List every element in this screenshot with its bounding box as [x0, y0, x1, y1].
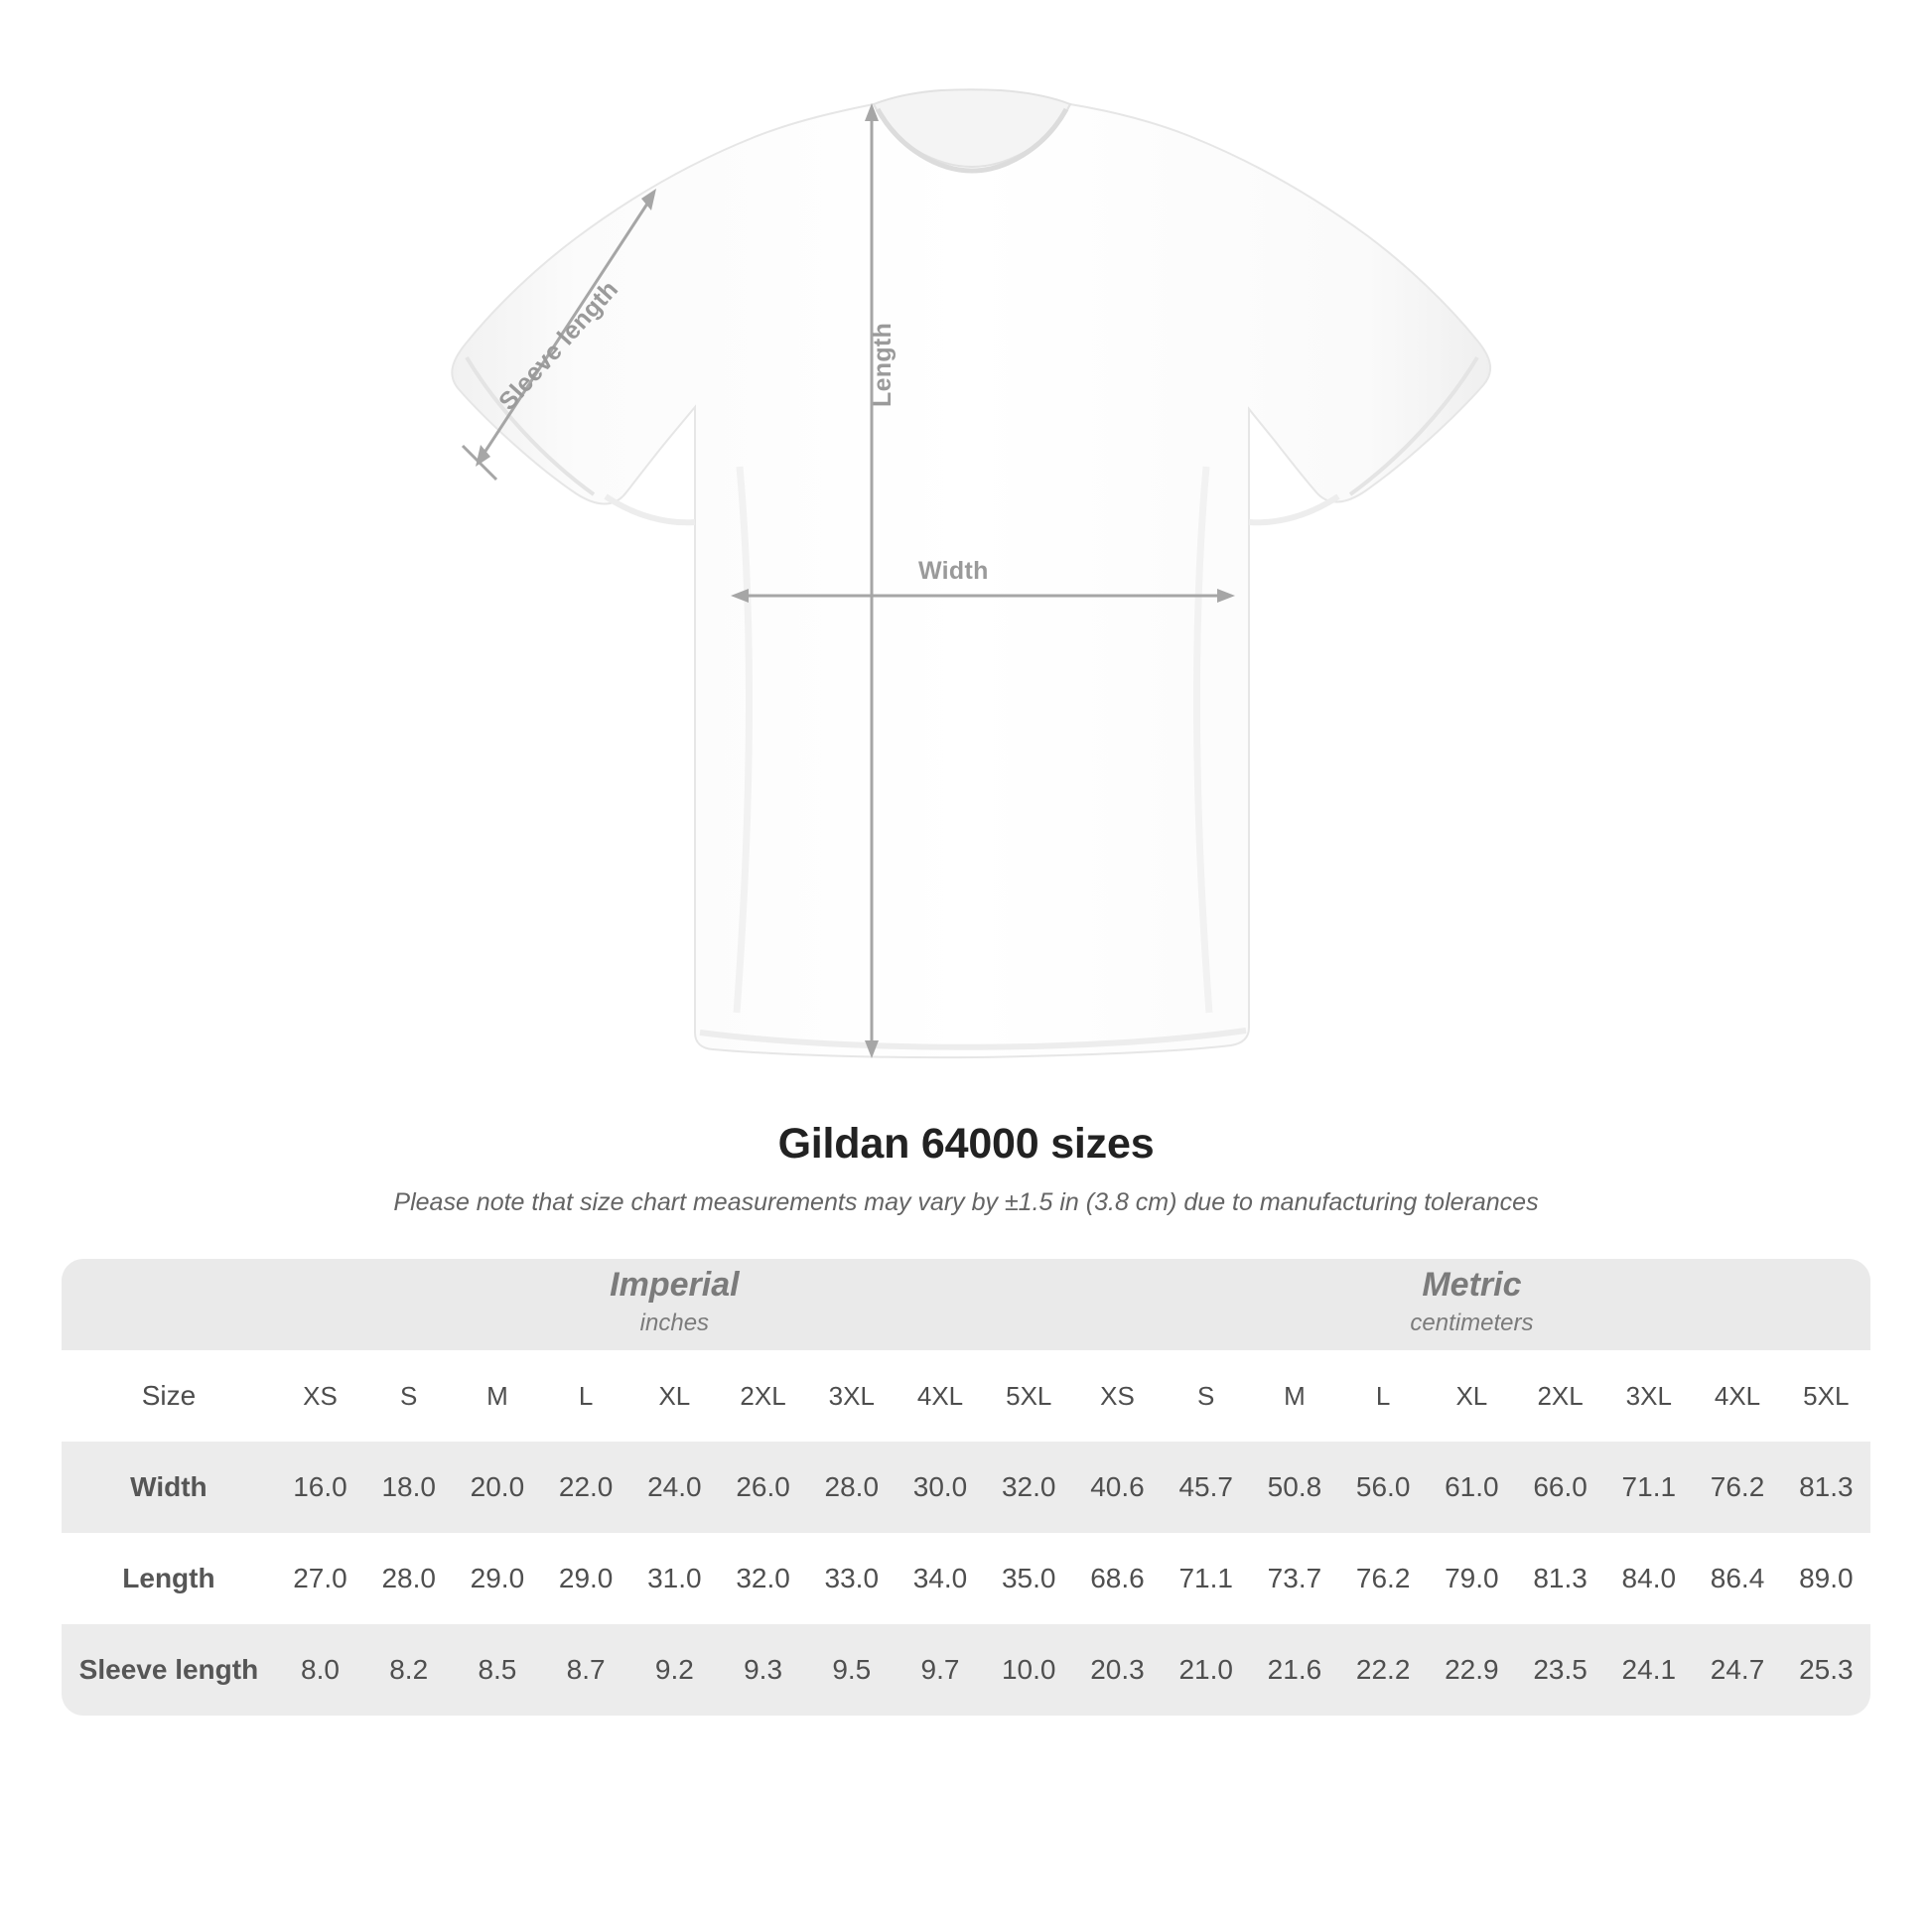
- size-header-cell: 5XL: [1782, 1350, 1870, 1442]
- measurement-system-row: [62, 1259, 1870, 1350]
- page-title: Gildan 64000 sizes: [777, 1120, 1155, 1168]
- cell-value: 71.1: [1178, 1563, 1233, 1593]
- length-dimension-label: Length: [869, 322, 897, 407]
- cell-value: 79.0: [1445, 1563, 1499, 1593]
- cell-value: 16.0: [276, 1442, 364, 1533]
- cell-value: 22.2: [1339, 1624, 1428, 1716]
- system-imperial: [276, 1259, 1073, 1350]
- cell-value: 23.5: [1516, 1624, 1604, 1716]
- row-label-length: Length: [122, 1563, 215, 1593]
- cell-value: 76.2: [1693, 1442, 1781, 1533]
- row-label-width: Width: [62, 1442, 276, 1533]
- size-header-cell: 4XL: [896, 1350, 984, 1442]
- size-header-cell: XS: [1073, 1350, 1162, 1442]
- cell-value: 76.2: [1355, 1563, 1411, 1593]
- cell-value: 56.0: [1339, 1442, 1428, 1533]
- size-header-cell: L: [542, 1350, 630, 1442]
- cell-value: 26.0: [719, 1442, 807, 1533]
- tolerance-note: Please note that size chart measurements may vary by ±1.5 in (3.8 cm) due to manufacturing tolerances: [393, 1188, 1539, 1216]
- size-header-cell: S: [1162, 1350, 1250, 1442]
- cell-value: 21.0: [1162, 1624, 1250, 1716]
- cell-value: 9.5: [807, 1624, 896, 1716]
- cell-value: 31.0: [647, 1563, 702, 1593]
- cell-value: 61.0: [1428, 1442, 1516, 1533]
- cell-value: 29.0: [558, 1563, 614, 1593]
- system-metric-name: Metric: [1422, 1266, 1522, 1305]
- row-label-sleeve-length: Sleeve length: [62, 1624, 276, 1716]
- cell-value: 25.3: [1782, 1624, 1870, 1716]
- size-header-cell: L: [1339, 1350, 1428, 1442]
- cell-value: 84.0: [1621, 1563, 1677, 1593]
- size-header-cell: 3XL: [1604, 1350, 1693, 1442]
- table-row: [62, 1533, 1870, 1624]
- cell-value: 24.1: [1604, 1624, 1693, 1716]
- system-imperial-name: Imperial: [610, 1266, 740, 1305]
- cell-value: 86.4: [1710, 1563, 1765, 1593]
- cell-value: 30.0: [896, 1442, 984, 1533]
- system-metric-unit: centimeters: [1410, 1310, 1534, 1337]
- size-header-cell: XL: [630, 1350, 719, 1442]
- size-header-row: [62, 1350, 1870, 1442]
- cell-value: 73.7: [1267, 1563, 1322, 1593]
- cell-value: 9.7: [896, 1624, 984, 1716]
- cell-value: 68.6: [1090, 1563, 1145, 1593]
- system-imperial-unit: inches: [639, 1310, 710, 1337]
- cell-value: 71.1: [1604, 1442, 1693, 1533]
- table-row: [62, 1624, 1870, 1716]
- cell-value: 22.9: [1428, 1624, 1516, 1716]
- size-header-cell: 5XL: [985, 1350, 1073, 1442]
- size-header-cell: M: [1250, 1350, 1338, 1442]
- cell-value: 9.2: [630, 1624, 719, 1716]
- cell-value: 21.6: [1250, 1624, 1338, 1716]
- cell-value: 10.0: [985, 1624, 1073, 1716]
- size-header-cell: M: [453, 1350, 541, 1442]
- sleeve-length-dimension-label: Sleeve length: [493, 275, 624, 416]
- cell-value: 20.3: [1073, 1624, 1162, 1716]
- cell-value: 66.0: [1516, 1442, 1604, 1533]
- cell-value: 9.3: [719, 1624, 807, 1716]
- cell-value: 8.0: [276, 1624, 364, 1716]
- size-header-cell: 4XL: [1693, 1350, 1781, 1442]
- corner-cell: [62, 1259, 276, 1350]
- cell-value: 27.0: [293, 1563, 347, 1593]
- cell-value: 8.5: [453, 1624, 541, 1716]
- cell-value: 32.0: [985, 1442, 1073, 1533]
- cell-value: 8.2: [364, 1624, 453, 1716]
- table-row: [62, 1442, 1870, 1533]
- cell-value: 24.7: [1693, 1624, 1781, 1716]
- cell-value: 28.0: [807, 1442, 896, 1533]
- cell-value: 29.0: [470, 1563, 525, 1593]
- cell-value: 22.0: [542, 1442, 630, 1533]
- cell-value: 20.0: [453, 1442, 541, 1533]
- cell-value: 8.7: [542, 1624, 630, 1716]
- size-header-label: Size: [62, 1350, 276, 1442]
- cell-value: 81.3: [1782, 1442, 1870, 1533]
- cell-value: 28.0: [381, 1563, 436, 1593]
- cell-value: 32.0: [736, 1563, 790, 1593]
- chart-heading: [0, 1120, 1932, 1217]
- cell-value: 33.0: [824, 1563, 880, 1593]
- cell-value: 81.3: [1533, 1563, 1587, 1593]
- cell-value: 34.0: [912, 1563, 968, 1593]
- size-header-cell: XS: [276, 1350, 364, 1442]
- size-header-cell: 2XL: [719, 1350, 807, 1442]
- cell-value: 40.6: [1073, 1442, 1162, 1533]
- size-header-cell: XL: [1428, 1350, 1516, 1442]
- cell-value: 50.8: [1250, 1442, 1338, 1533]
- size-header-cell: 3XL: [807, 1350, 896, 1442]
- cell-value: 35.0: [1001, 1563, 1056, 1593]
- cell-value: 24.0: [630, 1442, 719, 1533]
- size-table-container: [62, 1259, 1870, 1716]
- width-dimension-label: Width: [918, 557, 989, 585]
- cell-value: 45.7: [1162, 1442, 1250, 1533]
- cell-value: 89.0: [1799, 1563, 1854, 1593]
- cell-value: 18.0: [364, 1442, 453, 1533]
- system-metric: [1073, 1259, 1870, 1350]
- size-header-cell: 2XL: [1516, 1350, 1604, 1442]
- size-table: [62, 1259, 1870, 1716]
- size-header-cell: S: [364, 1350, 453, 1442]
